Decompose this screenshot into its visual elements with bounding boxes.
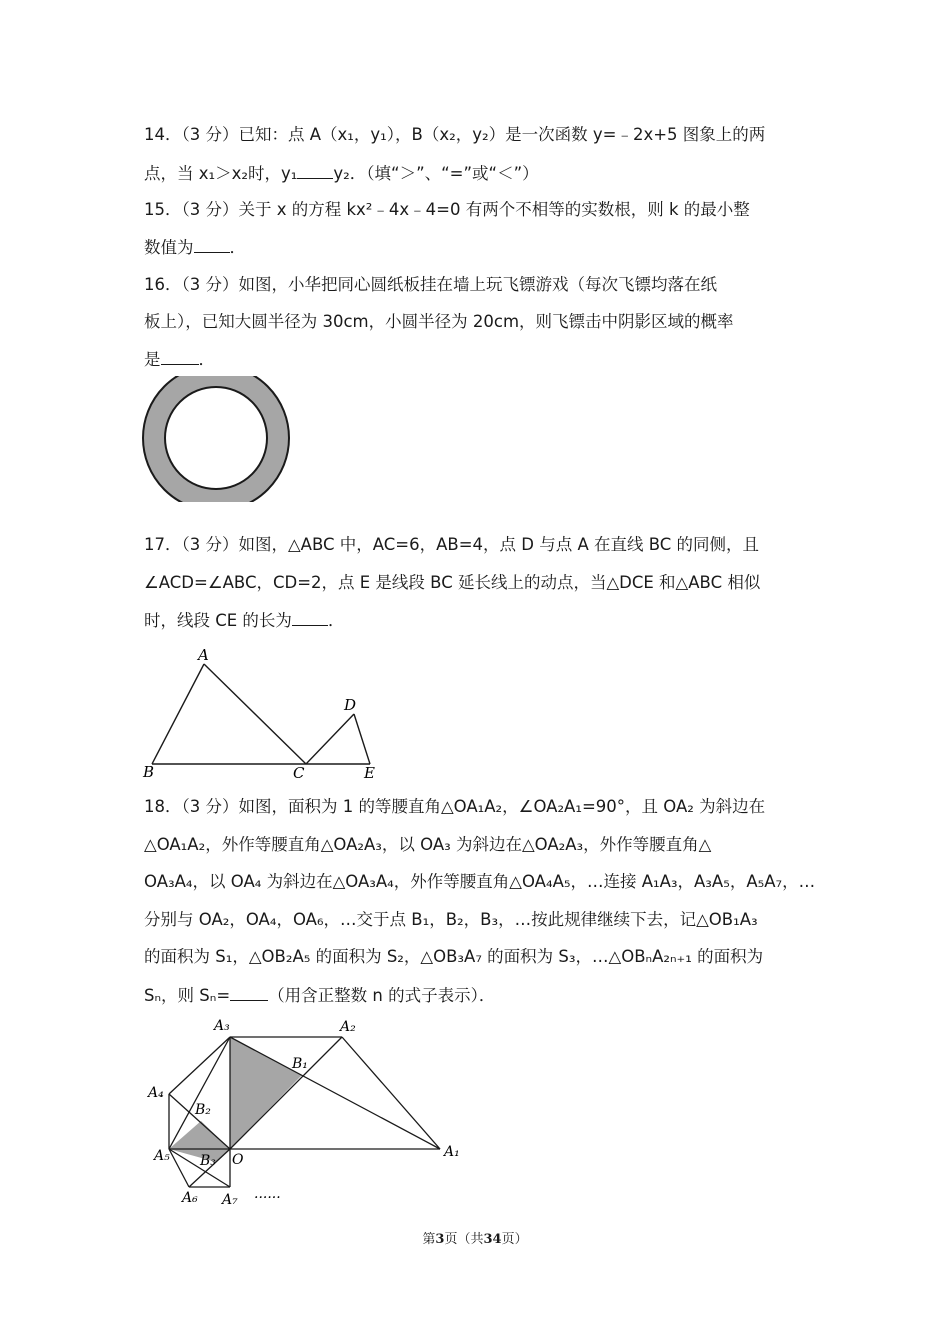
- q14-answer-blank: [297, 162, 333, 179]
- q15-line2-pre: 数值为: [144, 238, 194, 257]
- label-a4: A₄: [148, 1085, 164, 1101]
- segment-ab: [152, 664, 204, 764]
- segment-de: [354, 714, 370, 764]
- label-a1: A₁: [444, 1144, 460, 1160]
- q16-line3-post: ．: [198, 350, 215, 369]
- q18-line6: [144, 984, 495, 1007]
- label-e: E: [364, 764, 375, 782]
- label-a7: A₇: [222, 1192, 238, 1208]
- label-b3: B₃: [200, 1153, 216, 1169]
- q18-line6-post: （用含正整数 n 的式子表示）．: [268, 986, 496, 1005]
- label-a5: A₅: [154, 1148, 170, 1164]
- q17-line3: [144, 609, 344, 632]
- q18-line4: 分别与 OA₂，OA₄，OA₆，…交于点 B₁，B₂，B₃，…按此规律继续下去，记△OB₁A₃: [144, 910, 758, 929]
- label-o: O: [232, 1152, 244, 1168]
- label-a6: A₆: [182, 1190, 198, 1206]
- label-c: C: [293, 764, 305, 782]
- page-footer: [0, 1228, 950, 1247]
- shaded-triangle-ob2a5: [169, 1121, 230, 1149]
- q17-line2: ∠ACD=∠ABC，CD=2，点 E 是线段 BC 延长线上的动点，当△DCE 和△ABC 相似: [144, 573, 761, 592]
- q15-line2-post: ．: [229, 238, 246, 257]
- inner-circle: [165, 387, 267, 489]
- q16-line3: [144, 348, 215, 371]
- label-b1: B₁: [292, 1056, 308, 1072]
- q18-answer-blank: [230, 984, 268, 1001]
- q14-line1: 14．（3 分）已知：点 A（x₁，y₁），B（x₂，y₂）是一次函数 y=﹣2x+5 图象上的两: [144, 125, 766, 144]
- q16-line1: 16．（3 分）如图，小华把同心圆纸板挂在墙上玩飞镖游戏（每次飞镖均落在纸: [144, 275, 717, 294]
- q15-line2: [144, 236, 246, 259]
- label-d: D: [344, 696, 357, 714]
- q14-line2: [144, 162, 539, 185]
- segment-cd: [306, 714, 354, 764]
- segment-a3a4: [169, 1037, 230, 1094]
- q17-answer-blank: [292, 609, 328, 626]
- footer-page-number: 3: [435, 1232, 445, 1247]
- concentric-circles-figure: [140, 376, 292, 502]
- footer-total-pages: 34: [483, 1232, 502, 1247]
- segment-ac: [204, 664, 306, 764]
- q18-line6-pre: Sₙ，则 Sₙ=: [144, 986, 231, 1005]
- q17-line3-pre: 时，线段 CE 的长为: [144, 611, 292, 630]
- label-b2: B₂: [195, 1102, 211, 1118]
- shaded-triangle-ob1a3: [230, 1037, 302, 1149]
- footer-pre: 第: [422, 1232, 436, 1247]
- q18-line3: OA₃A₄，以 OA₄ 为斜边在△OA₃A₄，外作等腰直角△OA₄A₅，…连接 A₁A₃，A₃A₅，A₅A₇，…: [144, 872, 816, 891]
- q15-line1: 15．（3 分）关于 x 的方程 kx²﹣4x﹣4=0 有两个不相等的实数根，则 k 的最小整: [144, 200, 750, 219]
- q18-line5: 的面积为 S₁，△OB₂A₅ 的面积为 S₂，△OB₃A₇ 的面积为 S₃，…△OBₙA₂ₙ₊₁ 的面积为: [144, 947, 764, 966]
- q14-line2-post: y₂．（填“＞”、“=”或“＜”）: [333, 164, 539, 183]
- q18-line2: △OA₁A₂，外作等腰直角△OA₂A₃，以 OA₃ 为斜边在△OA₂A₃，外作等腰直角△: [144, 835, 712, 854]
- q16-answer-blank: [161, 348, 199, 365]
- segment-a1a2: [342, 1037, 440, 1149]
- triangle-abc-dce-figure: [140, 642, 380, 784]
- label-a: A: [198, 646, 209, 664]
- q17-line1: 17．（3 分）如图，△ABC 中，AC=6，AB=4，点 D 与点 A 在直线 BC 的同侧，且: [144, 535, 760, 554]
- q16-line2: 板上），已知大圆半径为 30cm，小圆半径为 20cm，则飞镖击中阴影区域的概率: [144, 312, 734, 331]
- footer-mid: 页（共: [444, 1232, 484, 1247]
- q16-line3-pre: 是: [144, 350, 161, 369]
- q14-line2-pre: 点，当 x₁＞x₂时，y₁: [144, 164, 298, 183]
- q18-line1: 18．（3 分）如图，面积为 1 的等腰直角△OA₁A₂，∠OA₂A₁=90°，且 OA₂ 为斜边在: [144, 797, 766, 816]
- q17-line3-post: ．: [327, 611, 345, 630]
- isosceles-right-triangles-figure: [140, 1012, 480, 1212]
- label-ellipsis: ......: [254, 1186, 281, 1202]
- label-a2: A₂: [340, 1019, 356, 1035]
- q15-answer-blank: [194, 236, 230, 253]
- label-a3: A₃: [214, 1018, 230, 1034]
- label-b: B: [143, 763, 155, 781]
- footer-post: 页）: [501, 1232, 528, 1247]
